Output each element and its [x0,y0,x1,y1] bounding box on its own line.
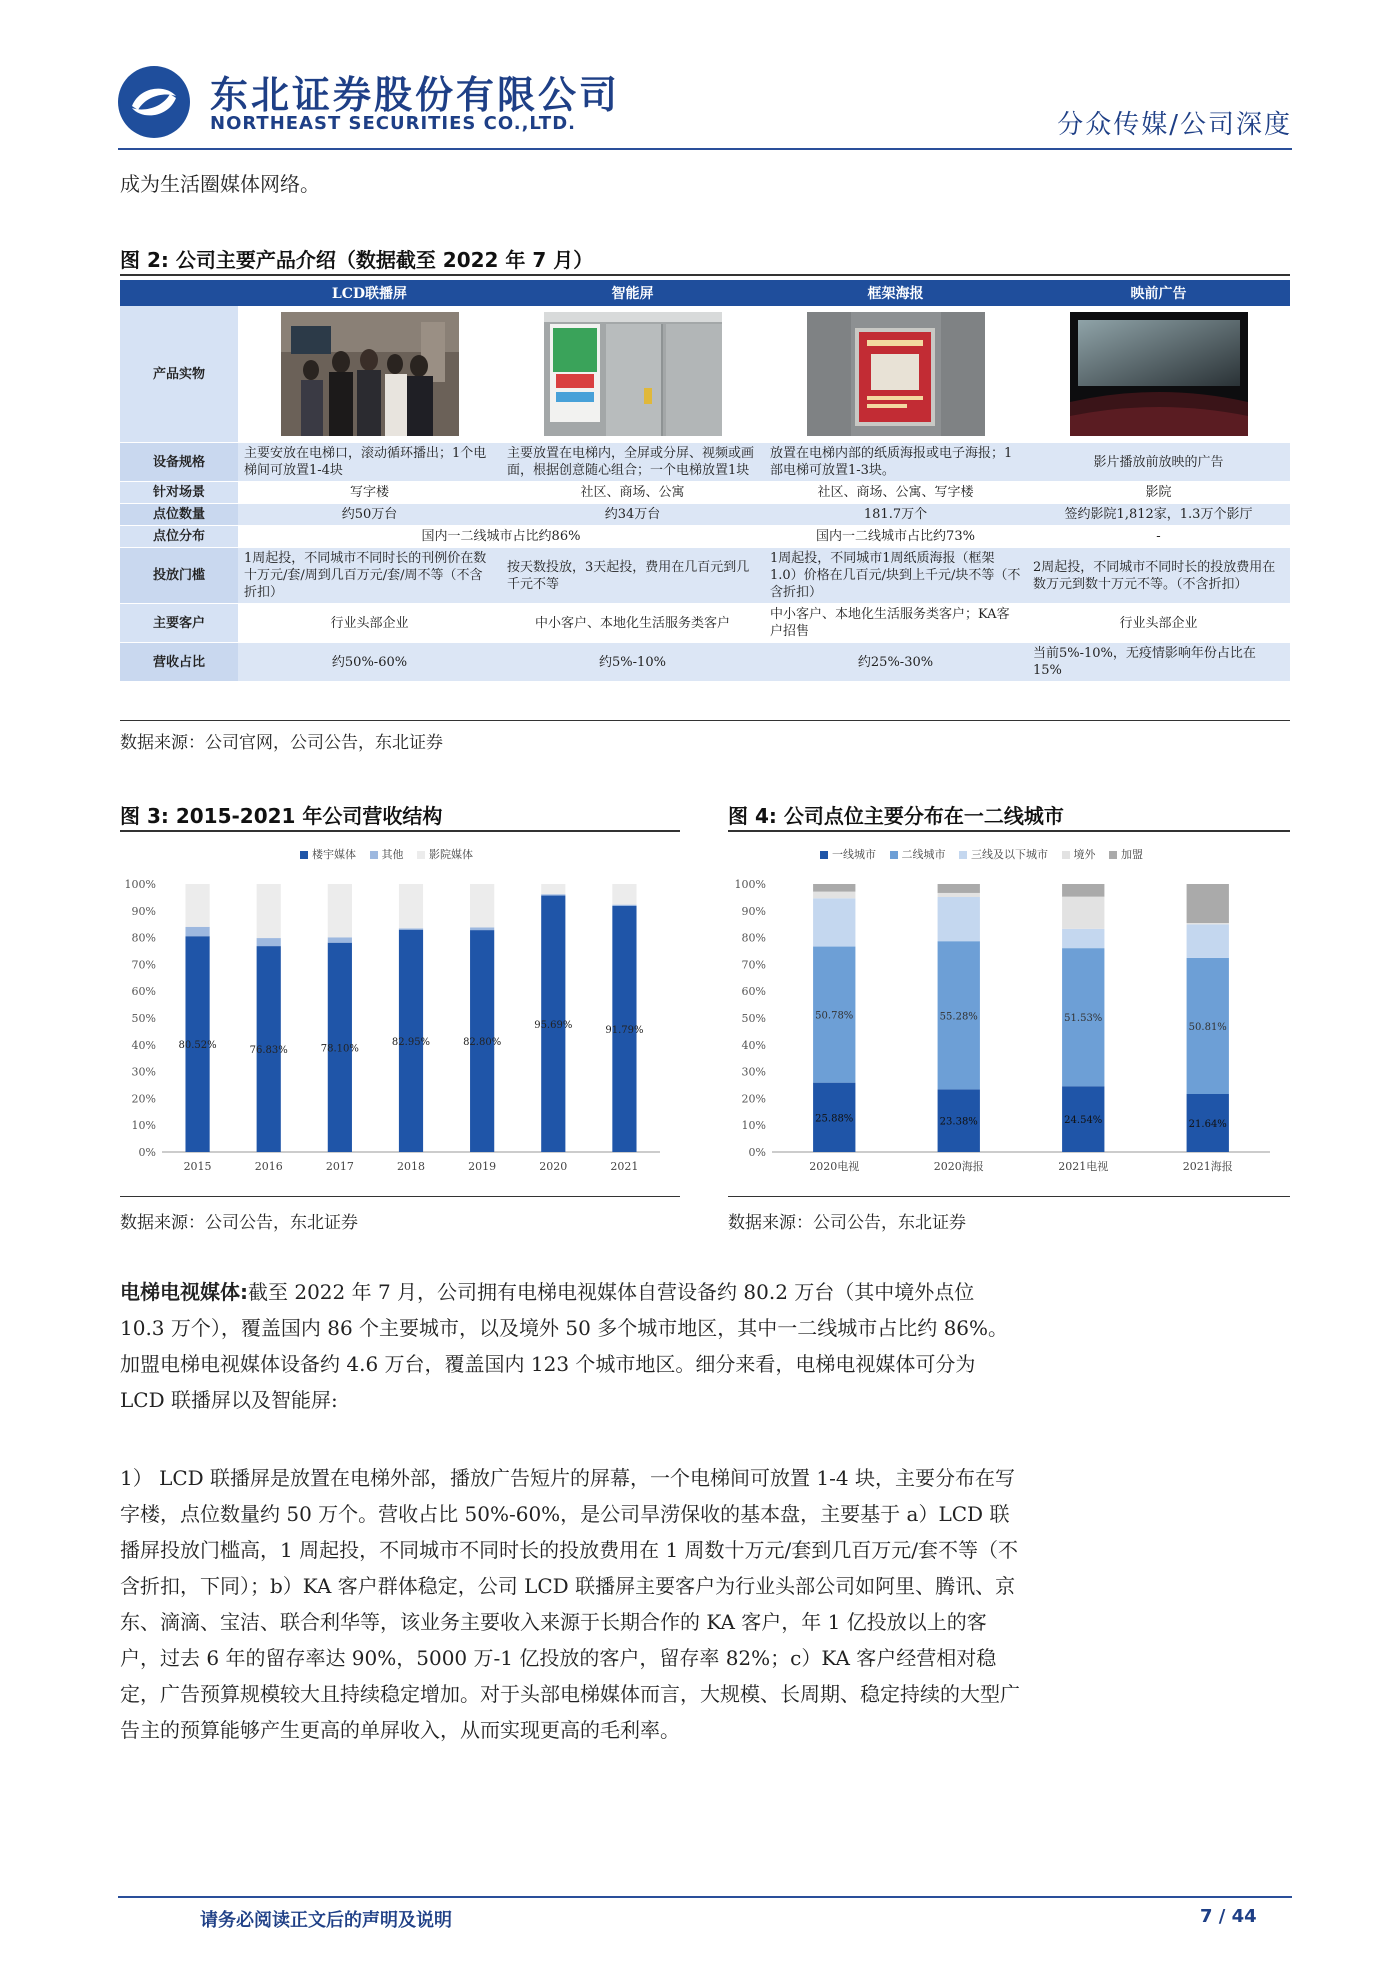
figure2-source: 数据来源：公司官网，公司公告，东北证券 [120,733,443,753]
data-label: 82.80% [463,1037,502,1049]
cinema-ad-photo [1070,312,1248,436]
table-row: 投放门槛 1周起投，不同城市不同时长的刊例价在数十万元/套/周到几百万元/套/周不等（不含折扣） 按天数投放，3天起投，费用在几百元到几千元不等 1周起投，不同城市1周纸质海报（框架1.0）价格在几百元/块到上千元/块不等（不含折扣） 2周起投，不同城市不同时长的投放费用在数万元到数十万元不等。（不含折扣） [120,548,1290,604]
y-tick-label: 100% [734,878,766,891]
section-paragraph-1 [120,1274,1020,1418]
figure4-rule [728,830,1290,832]
data-label: 55.28% [939,1011,978,1023]
legend-item: 一线城市 [820,848,876,861]
x-tick-label: 2021 [610,1160,639,1173]
figure4-title: 图 4: 公司点位主要分布在一二线城市 [728,804,1064,828]
data-label: 50.81% [1188,1021,1227,1033]
figure3-title: 图 3: 2015-2021 年公司营收结构 [120,804,443,828]
y-tick-label: 20% [741,1092,766,1106]
bar-segment [612,884,636,905]
figure4-source: 数据来源：公司公告，东北证券 [728,1213,966,1233]
bar-segment [470,884,494,927]
chart1-legend [300,846,483,862]
figure2-rule [120,274,1290,276]
legend-item: 境外 [1062,848,1096,861]
data-label: 23.38% [939,1116,978,1128]
x-tick-label: 2015 [183,1160,212,1173]
y-tick-label: 10% [741,1119,766,1133]
bar-segment [328,884,352,937]
bar-segment [1187,884,1229,923]
data-label: 50.78% [815,1010,854,1022]
y-tick-label: 40% [741,1038,766,1052]
footer-disclaimer: 请务必阅读正文后的声明及说明 [200,1910,452,1931]
col-frame-poster: 框架海报 [764,280,1027,306]
y-tick-label: 40% [131,1038,156,1052]
lcd-photo [281,312,459,436]
table-row: 针对场景 写字楼 社区、商场、公寓 社区、商场、公寓、写字楼 影院 [120,482,1290,504]
legend-item: 加盟 [1109,848,1143,861]
col-lcd: LCD联播屏 [238,280,501,306]
chart2-legend [820,846,1153,862]
smart-screen-photo [544,312,722,436]
x-tick-label: 2020 [539,1160,568,1173]
table-bottom-rule [120,720,1290,721]
section-paragraph-2: 1） LCD 联播屏是放置在电梯外部，播放广告短片的屏幕，一个电梯间可放置 1-4 块，主要分布在写字楼，点位数量约 50 万个。营收占比 50%-60%，是公司旱涝保收的基本盘，主要基于 a）LCD 联播屏投放门槛高，1 周起投，不同城市不同时长的投放费用在 1 周数十万元/套到几百万元/套不等（不含折扣，下同）；b）KA 客户群体稳定，公司 LCD 联播屏主要客户为行业头部公司如阿里、腾讯、京东、滴滴、宝洁、联合利华等，该业务主要收入来源于长期合作的 KA 客户，年 1 亿投放以上的客户，过去 6 年的留存率达 90%，5000 万-1 亿投放的客户，留存率 82%；c）KA 客户经营相对稳定，广告预算规模较大且持续稳定增加。对于头部电梯媒体而言，大规模、长周期、稳定持续的大型广告主的预算能够产生更高的单屏收入，从而实现更高的毛利率。 [120,1466,1020,1742]
legend-swatch [417,851,425,859]
product-table [120,280,1290,682]
table-header-row [120,280,1290,306]
legend-item: 影院媒体 [417,848,473,861]
figure3-source: 数据来源：公司公告，东北证券 [120,1213,358,1233]
y-tick-label: 80% [131,931,156,945]
legend-item: 二线城市 [890,848,946,861]
y-tick-label: 70% [131,958,156,972]
bar-segment [257,884,281,938]
table-row: 点位数量 约50万台 约34万台 181.7万个 签约影院1,812家，1.3万个影厅 [120,504,1290,526]
figure3-rule [120,830,680,832]
col-cinema-ad: 映前广告 [1027,280,1290,306]
company-name-cn: 东北证券股份有限公司 [210,73,621,117]
bar-segment [813,898,855,946]
y-tick-label: 50% [131,1012,156,1025]
legend-item: 楼宇媒体 [300,848,356,861]
frame-poster-photo [807,312,985,436]
y-tick-label: 100% [124,878,156,891]
bar-segment [399,884,423,928]
bar-segment [185,884,209,927]
bar-segment [541,884,565,894]
legend-swatch [959,851,967,859]
data-label: 25.88% [815,1113,854,1125]
intro-text: 成为生活圈媒体网络。 [120,172,320,196]
y-tick-label: 60% [131,985,156,999]
row-label: 产品实物 [120,306,238,443]
legend-item: 三线及以下城市 [959,848,1048,861]
y-tick-label: 90% [131,904,156,918]
bar-segment [399,928,423,929]
bar-segment [813,892,855,899]
footer-divider [118,1896,1292,1898]
y-tick-label: 90% [741,904,766,918]
legend-item: 其他 [370,848,404,861]
y-tick-label: 50% [741,1012,766,1025]
data-label: 78.10% [320,1043,359,1055]
revenue-structure-chart [120,866,680,1186]
bar-segment [185,927,209,936]
company-name-en: NORTHEAST SECURITIES CO.,LTD. [210,113,576,134]
y-tick-label: 10% [131,1119,156,1133]
section-heading: 电梯电视媒体: [120,1280,248,1304]
y-tick-label: 30% [131,1065,156,1079]
table-corner [120,280,238,306]
bar-segment [1062,929,1104,948]
figure2-title: 图 2: 公司主要产品介绍（数据截至 2022 年 7 月） [120,248,594,272]
bar-segment [938,897,980,941]
data-label: 24.54% [1064,1115,1103,1127]
y-tick-label: 70% [741,958,766,972]
paragraph-text: 截至 2022 年 7 月，公司拥有电梯电视媒体自营设备约 80.2 万台（其中境外点位 10.3 万个），覆盖国内 86 个主要城市，以及境外 50 多个城市地区，其中一二线城市占比约 86%。加盟电梯电视媒体设备约 4.6 万台，覆盖国内 123 个城市地区。细分来看，电梯电视媒体可分为 LCD 联播屏以及智能屏: [120,1280,1009,1412]
bar-segment [1062,884,1104,897]
x-tick-label: 2021电视 [1058,1160,1109,1173]
data-label: 91.79% [605,1025,644,1037]
city-distribution-chart [728,866,1290,1186]
y-tick-label: 30% [741,1065,766,1079]
bar-segment [813,884,855,892]
x-tick-label: 2020海报 [933,1160,984,1173]
x-tick-label: 2017 [325,1160,354,1173]
x-tick-label: 2018 [397,1160,425,1173]
data-label: 76.83% [249,1045,288,1057]
data-label: 95.69% [534,1019,573,1031]
x-tick-label: 2016 [254,1160,283,1173]
header-divider [118,148,1292,150]
bar-segment [328,937,352,942]
bar-segment [257,938,281,946]
y-tick-label: 80% [741,931,766,945]
legend-swatch [370,851,378,859]
bar-segment [938,893,980,897]
y-tick-label: 0% [748,1146,766,1159]
table-row: 点位分布 国内一二线城市占比约86% 国内一二线城市占比约73% - [120,526,1290,548]
data-label: 80.52% [178,1040,217,1052]
legend-swatch [1109,851,1117,859]
logo-swirl-icon [118,66,190,138]
table-row: 设备规格 主要安放在电梯口，滚动循环播出；1个电梯间可放置1-4块 主要放置在电梯内，全屏或分屏、视频或画面，根据创意随心组合；一个电梯放置1块 放置在电梯内部的纸质海报或电子海报；1部电梯可放置1-3块。 影片播放前放映的广告 [120,443,1290,482]
company-logo [118,66,190,138]
bar-segment [612,905,636,906]
legend-swatch [1062,851,1070,859]
legend-swatch [300,851,308,859]
bar-segment [541,894,565,895]
y-tick-label: 60% [741,985,766,999]
figure4-bottom-rule [728,1196,1290,1197]
y-tick-label: 0% [138,1146,156,1159]
bar-segment [470,927,494,930]
page-number: 7 / 44 [1200,1906,1257,1927]
report-section-title: 分众传媒/公司深度 [1057,110,1292,140]
bar-segment [938,884,980,893]
photo-row [120,306,1290,443]
bar-segment [1187,924,1229,958]
table-row: 主要客户 行业头部企业 中小客户、本地化生活服务类客户 中小客户、本地化生活服务类客户；KA客户招售 行业头部企业 [120,604,1290,643]
x-tick-label: 2021海报 [1182,1160,1233,1173]
bar-segment [1062,897,1104,929]
x-tick-label: 2020电视 [809,1160,860,1173]
figure3-bottom-rule [120,1196,680,1197]
data-label: 21.64% [1188,1119,1227,1131]
x-tick-label: 2019 [468,1160,497,1173]
data-label: 51.53% [1064,1013,1103,1025]
col-smart-screen: 智能屏 [501,280,764,306]
data-label: 82.95% [391,1036,431,1048]
y-tick-label: 20% [131,1092,156,1106]
bar-segment [1187,923,1229,924]
table-row: 营收占比 约50%-60% 约5%-10% 约25%-30% 当前5%-10%，无疫情影响年份占比在15% [120,643,1290,682]
legend-swatch [890,851,898,859]
legend-swatch [820,851,828,859]
